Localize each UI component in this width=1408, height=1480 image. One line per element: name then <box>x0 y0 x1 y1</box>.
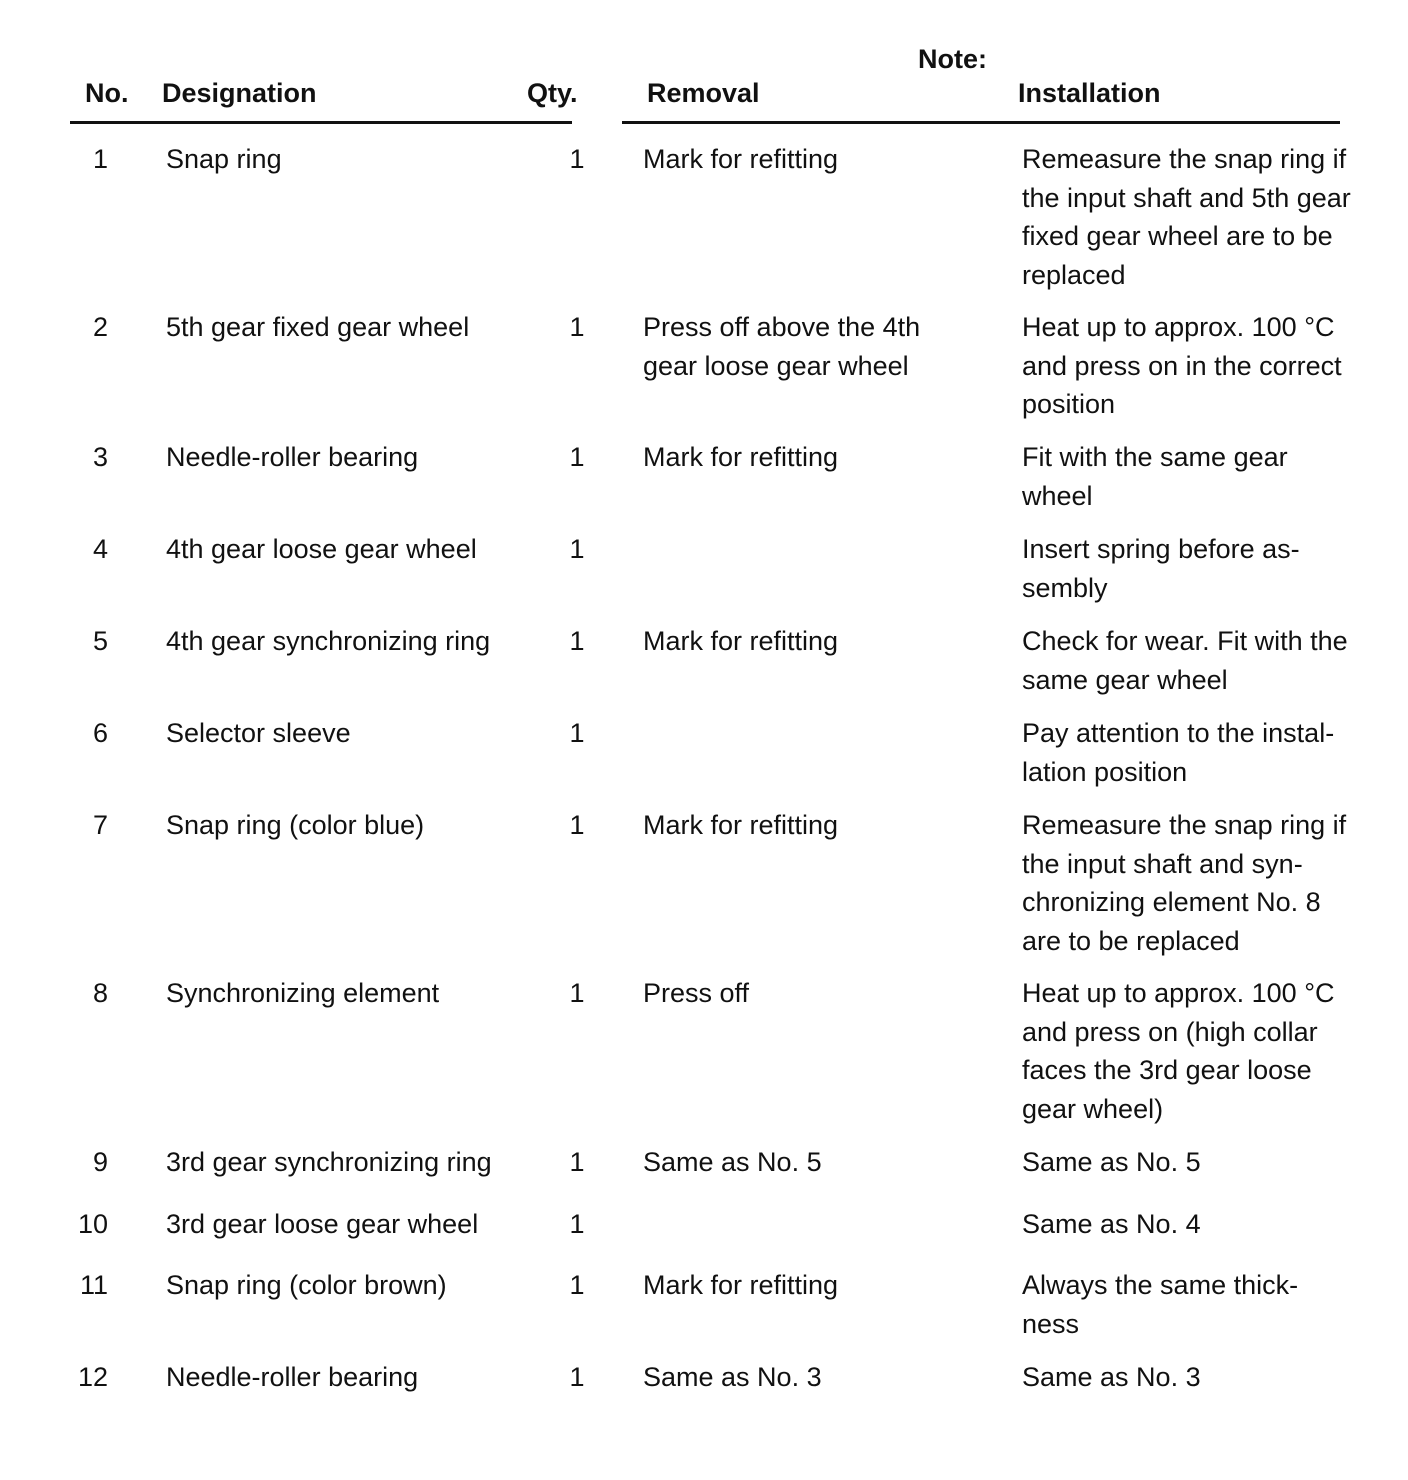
row-designation: 3rd gear loose gear wheel <box>166 1209 479 1239</box>
row-qty: 1 <box>569 1270 585 1300</box>
row-number: 5 <box>92 626 108 656</box>
row-qty: 1 <box>569 1362 585 1392</box>
row-installation: Remeasure the snap ring if the input shaft and 5th gear fixed gear wheel are to be replaced <box>1022 144 1351 290</box>
header-no: No. <box>85 78 129 108</box>
row-qty: 1 <box>569 1147 585 1177</box>
row-designation: Synchronizing element <box>166 978 440 1008</box>
row-qty: 1 <box>569 978 585 1008</box>
row-number: 2 <box>92 312 108 342</box>
row-installation: Pay attention to the instal-lation position <box>1022 718 1335 787</box>
header-rule-right <box>622 121 1340 124</box>
row-number: 1 <box>92 144 108 174</box>
row-removal: Mark for refitting <box>643 144 839 174</box>
row-qty: 1 <box>569 144 585 174</box>
row-number: 4 <box>92 534 108 564</box>
row-installation: Remeasure the snap ring if the input shaft and syn-chronizing element No. 8 are to be replaced <box>1022 810 1347 956</box>
row-qty: 1 <box>569 1209 585 1239</box>
row-qty: 1 <box>569 718 585 748</box>
row-installation: Same as No. 3 <box>1022 1362 1201 1392</box>
row-qty: 1 <box>569 312 585 342</box>
row-number: 9 <box>92 1147 108 1177</box>
row-qty: 1 <box>569 534 585 564</box>
row-designation: 3rd gear synchronizing ring <box>166 1147 492 1177</box>
row-number: 11 <box>79 1270 108 1300</box>
header-designation: Designation <box>162 78 317 108</box>
header-installation: Installation <box>1018 78 1161 108</box>
row-removal: Same as No. 3 <box>643 1362 822 1392</box>
row-removal: Mark for refitting <box>643 626 839 656</box>
row-designation: 4th gear loose gear wheel <box>166 534 477 564</box>
row-qty: 1 <box>569 626 585 656</box>
row-designation: Needle-roller bearing <box>166 442 419 472</box>
note-label: Note: <box>918 44 987 74</box>
row-removal: Press off above the 4th gear loose gear wheel <box>643 312 921 381</box>
row-number: 10 <box>77 1209 108 1239</box>
header-qty: Qty. <box>527 78 578 108</box>
row-designation: Needle-roller bearing <box>166 1362 419 1392</box>
row-designation: Snap ring <box>166 144 282 174</box>
row-installation: Same as No. 4 <box>1022 1209 1201 1239</box>
row-installation: Insert spring before as-sembly <box>1022 534 1300 603</box>
row-number: 6 <box>92 718 108 748</box>
row-removal: Same as No. 5 <box>643 1147 822 1177</box>
row-number: 12 <box>77 1362 108 1392</box>
row-installation: Check for wear. Fit with the same gear wheel <box>1022 626 1348 695</box>
row-designation: Snap ring (color blue) <box>166 810 425 840</box>
header-removal: Removal <box>647 78 760 108</box>
row-installation: Always the same thick-ness <box>1022 1270 1299 1339</box>
row-designation: 5th gear fixed gear wheel <box>166 312 470 342</box>
row-qty: 1 <box>569 810 585 840</box>
row-designation: Selector sleeve <box>166 718 351 748</box>
row-removal: Mark for refitting <box>643 1270 839 1300</box>
row-removal: Mark for refitting <box>643 810 839 840</box>
row-designation: 4th gear synchronizing ring <box>166 626 491 656</box>
header-rule-left <box>70 121 572 124</box>
row-number: 7 <box>92 810 108 840</box>
row-installation: Fit with the same gear wheel <box>1022 442 1288 511</box>
row-installation: Heat up to approx. 100 °C and press on in the correct position <box>1022 312 1342 419</box>
row-qty: 1 <box>569 442 585 472</box>
row-installation: Heat up to approx. 100 °C and press on (high collar faces the 3rd gear loose gear wheel) <box>1022 978 1335 1124</box>
row-installation: Same as No. 5 <box>1022 1147 1201 1177</box>
row-number: 3 <box>92 442 108 472</box>
row-removal: Mark for refitting <box>643 442 839 472</box>
row-removal: Press off <box>643 978 750 1008</box>
row-number: 8 <box>92 978 108 1008</box>
row-designation: Snap ring (color brown) <box>166 1270 447 1300</box>
